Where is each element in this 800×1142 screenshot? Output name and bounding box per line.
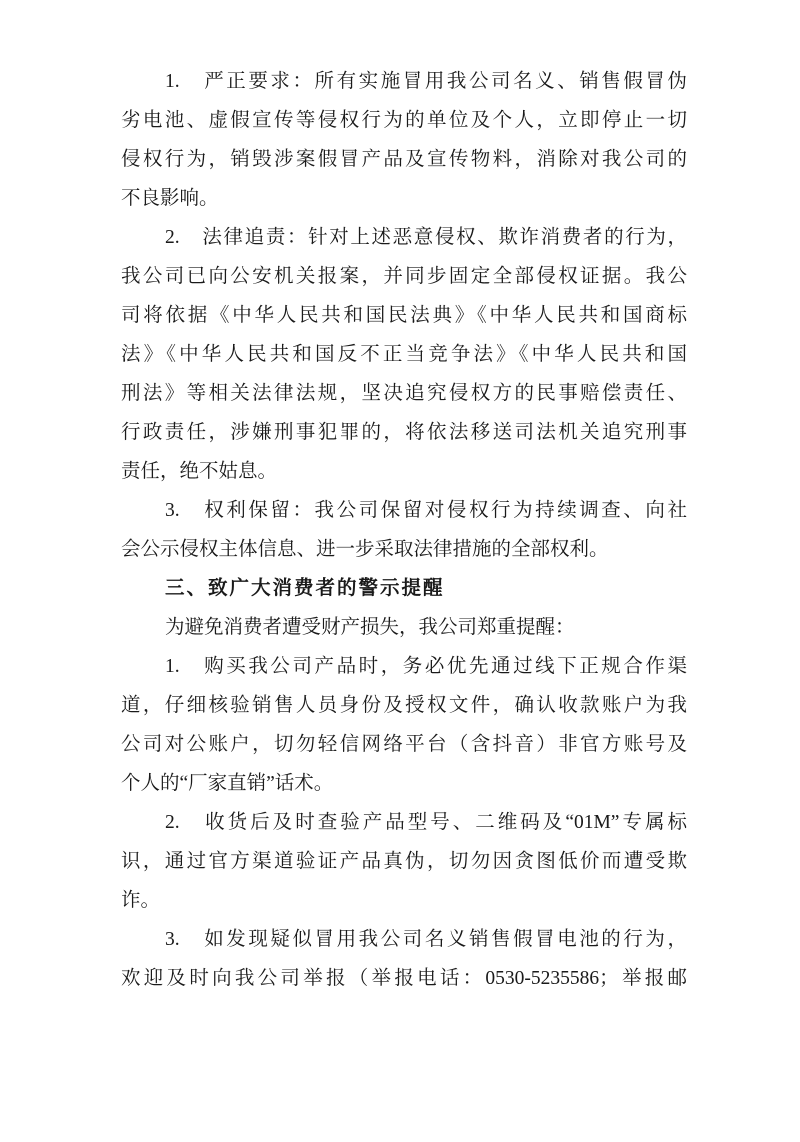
document-text-line: 3. 如发现疑似冒用我公司名义销售假冒电池的行为， bbox=[165, 929, 687, 950]
document-text-line: 劣电池、虚假宣传等侵权行为的单位及个人，立即停止一切 bbox=[121, 110, 687, 131]
document-text-line: 个人的“厂家直销”话术。 bbox=[121, 773, 334, 794]
document-text-line: 2. 收货后及时查验产品型号、二维码及“01M”专属标 bbox=[165, 812, 687, 833]
document-text-line: 为避免消费者遭受财产损失，我公司郑重提醒： bbox=[165, 617, 575, 638]
document-text-line: 我公司已向公安机关报案，并同步固定全部侵权证据。我公 bbox=[121, 266, 687, 287]
document-text-line: 责任，绝不姑息。 bbox=[121, 461, 278, 482]
document-text-line: 道，仔细核验销售人员身份及授权文件，确认收款账户为我 bbox=[121, 695, 687, 716]
document-text-line: 2. 法律追责：针对上述恶意侵权、欺诈消费者的行为， bbox=[165, 227, 687, 248]
document-text-line: 1. 严正要求：所有实施冒用我公司名义、销售假冒伪 bbox=[165, 71, 687, 92]
document-text-line: 诈。 bbox=[121, 890, 161, 911]
document-text-line: 3. 权利保留：我公司保留对侵权行为持续调查、向社 bbox=[165, 500, 687, 521]
document-text-line: 公司对公账户，切勿轻信网络平台（含抖音）非官方账号及 bbox=[121, 734, 687, 755]
document-text-line: 1. 购买我公司产品时，务必优先通过线下正规合作渠 bbox=[165, 656, 687, 677]
document-text-line: 刑法》等相关法律法规，坚决追究侵权方的民事赔偿责任、 bbox=[121, 383, 687, 404]
document-text-line: 会公示侵权主体信息、进一步采取法律措施的全部权利。 bbox=[121, 539, 609, 560]
document-text-line: 司将依据《中华人民共和国民法典》《中华人民共和国商标 bbox=[121, 305, 687, 326]
document-text-line: 欢迎及时向我公司举报（举报电话：0530-5235586；举报邮 bbox=[121, 968, 687, 989]
document-text-line: 侵权行为，销毁涉案假冒产品及宣传物料，消除对我公司的 bbox=[121, 149, 687, 170]
section-heading: 三、致广大消费者的警示提醒 bbox=[165, 577, 445, 599]
document-text-line: 行政责任，涉嫌刑事犯罪的，将依法移送司法机关追究刑事 bbox=[121, 422, 687, 443]
document-text-block bbox=[121, 62, 687, 998]
document-text-line: 识，通过官方渠道验证产品真伪，切勿因贪图低价而遭受欺 bbox=[121, 851, 687, 872]
document-text-line: 法》《中华人民共和国反不正当竞争法》《中华人民共和国 bbox=[121, 344, 687, 365]
document-text-line: 不良影响。 bbox=[121, 188, 219, 209]
